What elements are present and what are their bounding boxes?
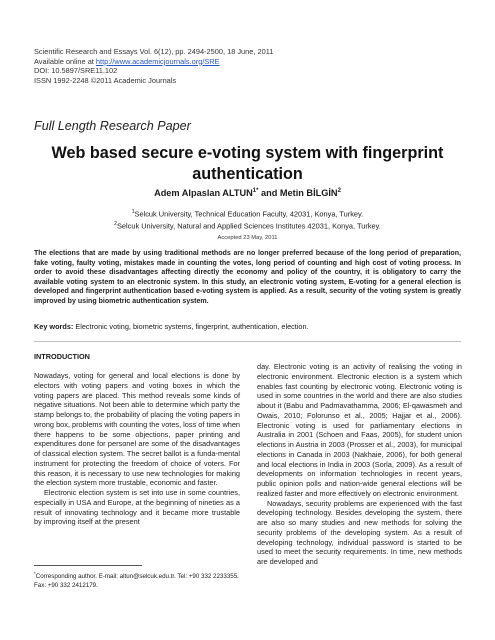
journal-issn: ISSN 1992-2248 ©2011 Academic Journals [34, 75, 177, 85]
keywords-text: Electronic voting, biometric systems, fingerprint, authentication, election. [73, 322, 309, 331]
journal-citation: Scientific Research and Essays Vol. 6(12), pp. 2494-2500, 18 June, 2011 [34, 47, 274, 56]
body-paragraph: Nowadays, security problems are experienced with the fast developing technology. Besides developing the system, there are also so many studies and new methods for solving the security problems of the developing system. As a result of developing technology, individual password is started to be used to meet the security requirements. In time, new methods are developed and [257, 498, 462, 566]
journal-availability: Available online at http://www.academicjournals.org/SRE [34, 56, 220, 66]
body-paragraph: Nowadays, voting for general and local elections is done by electors with voting papers and voting boxes in which the voting papers are placed. This method reveals some kinds of negative situations. Not been able to determine which party the stamp belongs to, the probability of placing the voting papers in wrong box, problems with counting the votes, loss of time when there happens to be some objections, paper printing and expenditures done for personel are some of the disadvantages of classical election system. The secret ballot is a funda-mental instrument for protecting the freedom of choice of voters. For this reason, it is necessary to use new technologies for making the election system more trustable, economic and faster. [34, 371, 240, 488]
body-paragraph: Electronic election system is set into use in some countries, especially in USA and Europe, at the beginning of nineties as a result of innovating technology and it became more trustable by improving itself at the present [34, 488, 240, 527]
accepted-date: Accepted 23 May, 2011 [217, 235, 278, 241]
affiliation-line: $^1$Selcuk University, Technical Education Faculty, 42031, Konya, Turkey. [131, 209, 364, 219]
affiliations [34, 207, 461, 232]
abstract: The elections that are made by using traditional methods are no longer preferred because of the long period of preparation, fake voting, faulty voting, mistakes made in counting the votes, long period of counting and high cost of voting process. In order to avoid these disadvantages affecting directly the economy and policy of the country, it is obligatory to carry the available voting system to an electronic system. In this study, an electronic voting system, E-voting for a general election is developed and fingerprint authentication based e-voting system is applied. As a result, security of the voting system is greatly improved by using biometric authentication system. [34, 250, 461, 305]
journal-header [34, 47, 273, 85]
section-divider [34, 341, 461, 342]
keywords-label: Key words: [34, 322, 74, 331]
author-name: Metin BİLGİN [279, 188, 338, 199]
section-heading-introduction: INTRODUCTION [34, 352, 90, 361]
author-superscript: 2 [337, 188, 341, 194]
corresponding-author-footnote: *Corresponding author. E-mail: altun@selcuk.edu.tr. Tel: +90 332 2233355. Fax: +90 332 2412179. [34, 571, 239, 590]
left-column [34, 371, 240, 527]
right-column [257, 362, 462, 567]
affiliation-line: $^2$Selcuk University, Natural and Applied Sciences Institutes 42031, Konya, Turkey. [114, 221, 381, 231]
author-superscript: 1* [252, 188, 259, 194]
body-paragraph: day. Electronic voting is an activity of realising the voting in electronic environment. Electronic election is a system which enables fast counting by electronic voting. Electronic voting is used in some countries in the world and there are also studies about it (Babu and Padmavathamma, 2006; El-qawasmeh and Owais, 2010; Folorunso et al., 2005; Hajjar et al., 2006). Electronic voting is used for parliamentary elections in Australia in 2001 (Schoen and Faas, 2005), for student union elections in Austria in 2003 (Prosser et al., 2003), for municipal elections in Canada in 2003 (Nakhaie, 2006), for both general and local elections in India in 2003 (Sorla, 2009). As a result of developments on information technologies in recent years, public opinion polls and nation-wide general elections will be realized faster and more effectively on electronic environment. [257, 362, 462, 498]
author-list [34, 188, 461, 198]
author-name: Adem Alpaslan ALTUN [154, 188, 253, 199]
paper-title: Web based secure e-voting system with fingerprint authentication [51, 144, 444, 183]
journal-doi: DOI: 10.5897/SRE11.102 [34, 66, 118, 76]
keywords [34, 322, 461, 332]
author-conjunction: and [258, 188, 280, 199]
journal-url-link[interactable]: http://www.academicjournals.org/SRE [95, 56, 220, 66]
paper-type: Full Length Research Paper [34, 119, 191, 133]
footnote-divider [34, 565, 142, 566]
